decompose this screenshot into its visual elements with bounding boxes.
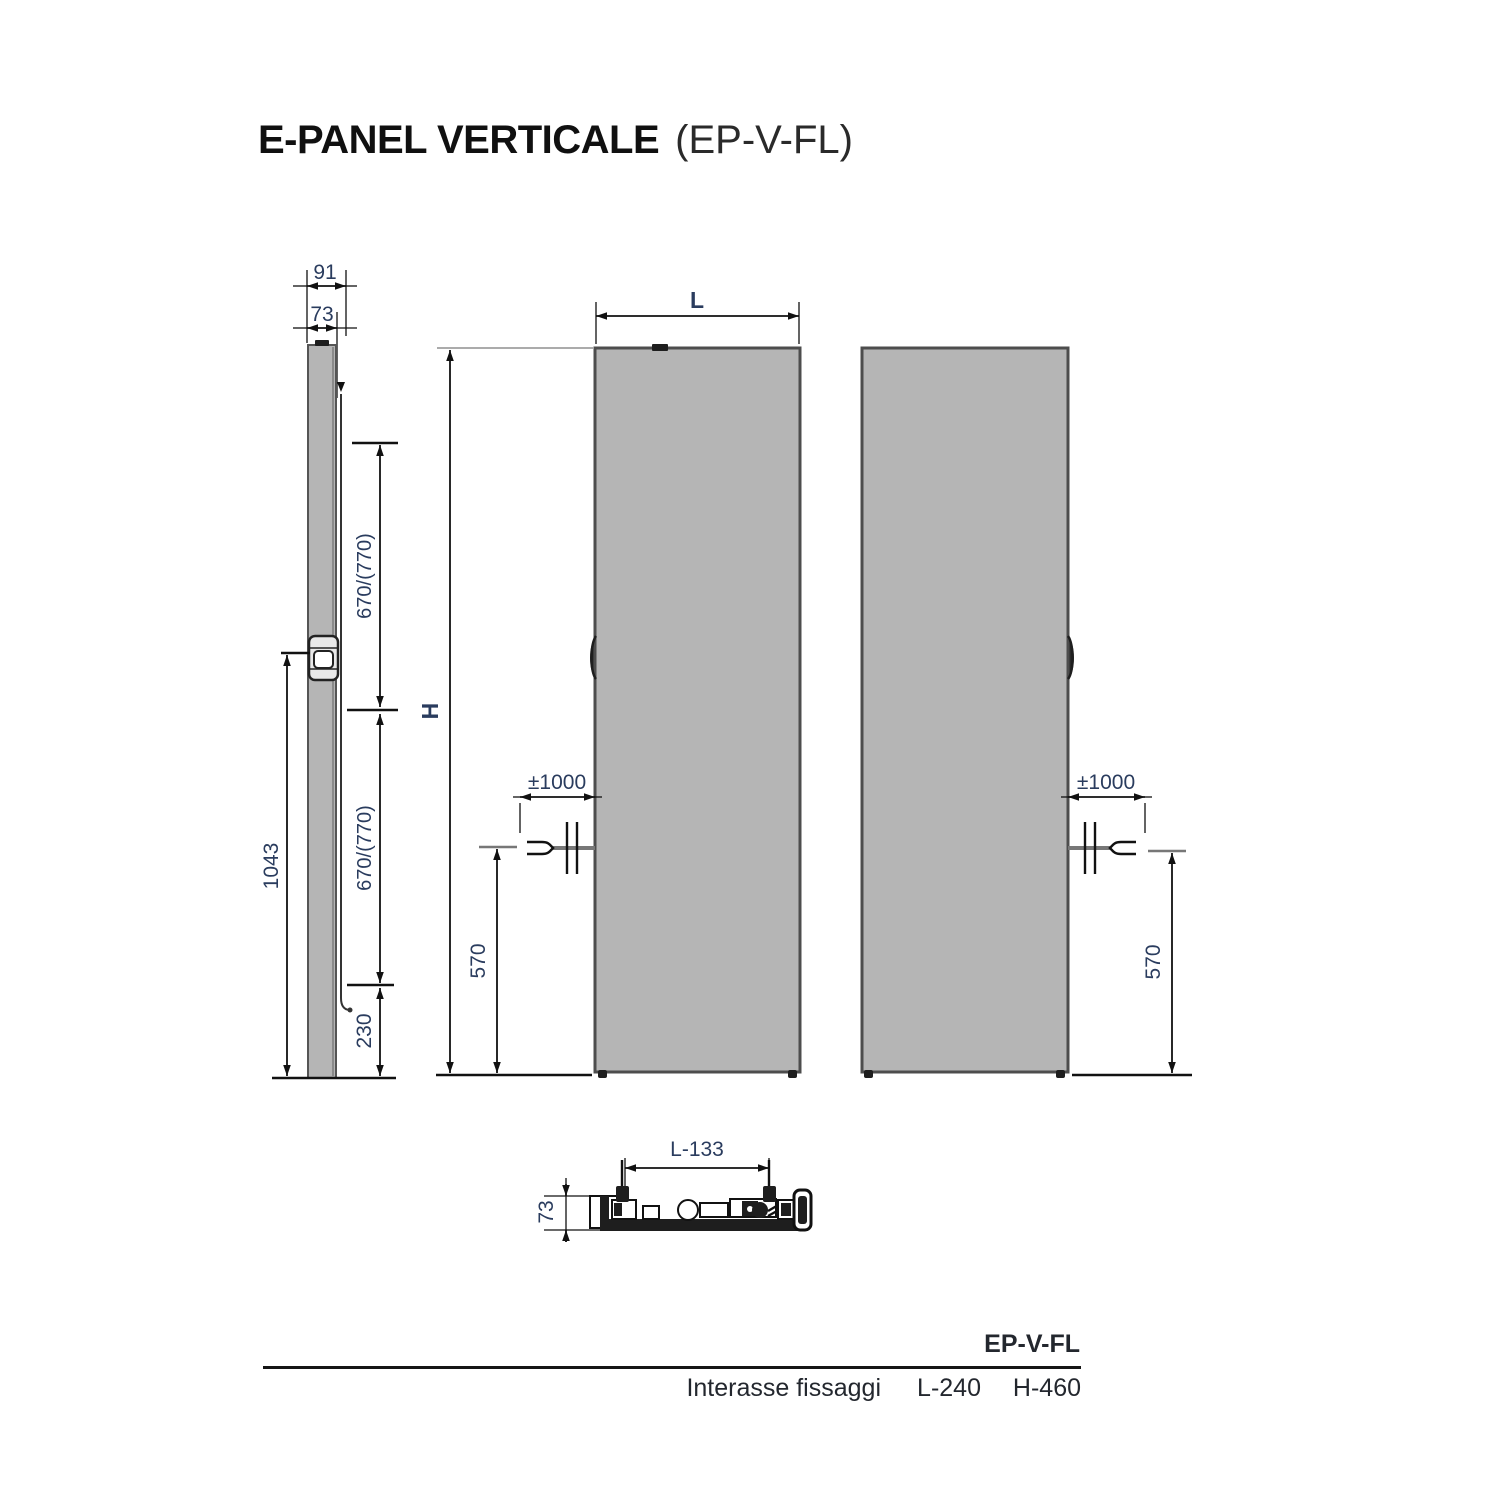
fork-terminal bbox=[527, 842, 553, 854]
power-cable bbox=[1068, 822, 1136, 874]
dim-label-1043: 1043 bbox=[260, 842, 283, 890]
dim-label-L: L bbox=[689, 287, 705, 313]
spec-h-value: H-460 bbox=[1012, 1374, 1081, 1402]
dim-cable-height bbox=[1142, 851, 1186, 1073]
spec-l-value: L-240 bbox=[917, 1374, 981, 1402]
fork-terminal bbox=[1110, 842, 1136, 854]
dim-width bbox=[596, 287, 799, 344]
dim-label-1000: ±1000 bbox=[1076, 771, 1136, 794]
panel-front bbox=[595, 348, 800, 1072]
foot-right bbox=[1056, 1070, 1065, 1078]
control-box-side bbox=[309, 636, 338, 680]
foot-left bbox=[598, 1070, 607, 1078]
dim-panel-depth bbox=[293, 303, 357, 328]
panel-side-body bbox=[308, 345, 336, 1078]
dim-span-lower bbox=[354, 714, 380, 983]
dim-span-upper bbox=[354, 445, 380, 707]
spec-model: EP-V-FL bbox=[984, 1330, 1080, 1358]
rear-rail-arrow bbox=[337, 382, 345, 392]
dim-label-73: 73 bbox=[310, 303, 334, 326]
power-cable bbox=[527, 822, 595, 874]
hanging-tab-front bbox=[652, 344, 668, 351]
dim-bottom-clearance bbox=[353, 988, 380, 1076]
side-profile-view bbox=[260, 261, 398, 1078]
dim-cable-length bbox=[1061, 771, 1152, 833]
foot-right bbox=[788, 1070, 797, 1078]
dim-label-570: 570 bbox=[467, 943, 490, 979]
dim-label-1000: ±1000 bbox=[527, 771, 587, 794]
dim-label-73-section: 73 bbox=[535, 1200, 558, 1224]
spec-table-row bbox=[263, 1369, 1081, 1403]
foot-left bbox=[864, 1070, 873, 1078]
rear-cable bbox=[341, 394, 349, 1010]
dim-label-230: 230 bbox=[353, 1013, 376, 1049]
section-components bbox=[643, 1199, 786, 1220]
dim-label-670-lower: 670/(770) bbox=[354, 805, 376, 891]
dim-label-91: 91 bbox=[313, 261, 337, 284]
panel-front-mirrored bbox=[862, 348, 1068, 1072]
dim-total-depth bbox=[293, 261, 357, 286]
front-view-right-connection bbox=[862, 348, 1192, 1078]
dim-label-570: 570 bbox=[1142, 944, 1165, 980]
dim-cable-length bbox=[513, 771, 602, 833]
hanging-tab bbox=[315, 340, 329, 346]
spec-row-label: Interasse fissaggi bbox=[686, 1374, 881, 1402]
title-model-code: (EP-V-FL) bbox=[675, 118, 853, 162]
dim-cable-height bbox=[467, 847, 517, 1073]
dim-label-670-upper: 670/(770) bbox=[354, 533, 376, 619]
dim-label-H: H bbox=[417, 702, 443, 720]
front-view-left-connection bbox=[417, 287, 800, 1078]
title-main: E-PANEL VERTICALE bbox=[258, 118, 660, 162]
section-bottom-bar bbox=[600, 1219, 808, 1231]
dim-label-L133: L-133 bbox=[670, 1138, 724, 1161]
section-end-cap bbox=[794, 1190, 811, 1230]
dim-height bbox=[417, 348, 593, 1073]
spec-table bbox=[263, 1330, 1081, 1403]
dim-control-height bbox=[260, 653, 310, 1076]
dim-fixing-span bbox=[625, 1138, 769, 1186]
section-view bbox=[535, 1138, 811, 1242]
